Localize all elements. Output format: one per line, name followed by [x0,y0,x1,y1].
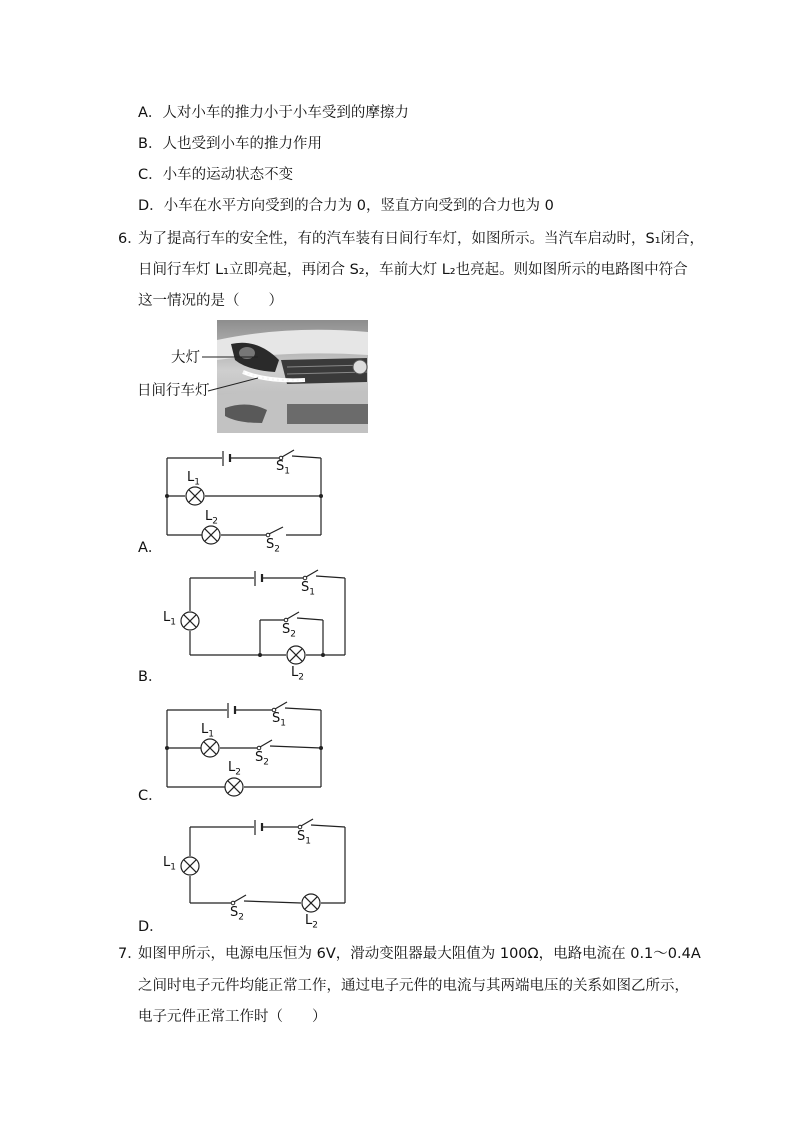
a-label-l2: $L_2$ [205,509,218,527]
d-label-s2: $S_2$ [230,905,244,923]
a-label-s2: $S_2$ [266,537,280,555]
q6-text-line1: 为了提高行车的安全性，有的汽车装有日间行车灯，如图所示。当汽车启动时，S₁闭合， [138,231,705,247]
q7-number: 7． [118,946,142,962]
b-label-l1: $L_1$ [163,610,176,628]
q6-text-line3: 这一情况的是（ ） [138,293,283,309]
c-label-l2: $L_2$ [228,760,241,778]
a-label-s1: $S_1$ [276,459,290,477]
q6-number: 6． [118,231,142,247]
q7-text-line2: 之间时电子元件均能正常工作，通过电子元件的电流与其两端电压的关系如图乙所示， [138,978,689,994]
q5-option-d: D．小车在水平方向受到的合力为 0，竖直方向受到的合力也为 0 [138,198,554,214]
label-headlight: 大灯 [171,350,200,366]
d-label-l2: $L_2$ [305,913,318,931]
q5-option-b: B．人也受到小车的推力作用 [138,136,322,152]
label-daytime-running-light: 日间行车灯 [137,383,210,399]
choice-b-label[interactable]: B． [138,669,163,685]
q5-option-c: C．小车的运动状态不变 [138,167,294,183]
c-label-s1: $S_1$ [272,711,286,729]
choice-a-label[interactable]: A． [138,540,163,556]
choice-c-label[interactable]: C． [138,788,163,804]
b-label-s1: $S_1$ [301,580,315,598]
c-label-s2: $S_2$ [255,750,269,768]
a-label-l1: $L_1$ [187,470,200,488]
choice-d-label[interactable]: D． [138,919,164,935]
c-label-l1: $L_1$ [201,722,214,740]
d-label-l1: $L_1$ [163,855,176,873]
b-label-l2: $L_2$ [291,665,304,683]
q7-text-line1: 如图甲所示，电源电压恒为 6V，滑动变阻器最大阻值为 100Ω，电路电流在 0.1～0.4A [138,946,701,962]
q7-text-line3: 电子元件正常工作时（ ） [138,1009,327,1025]
q5-option-a: A．人对小车的推力小于小车受到的摩擦力 [138,105,409,121]
q6-text-line2: 日间行车灯 L₁立即亮起，再闭合 S₂，车前大灯 L₂也亮起。则如图所示的电路图中符合 [138,262,688,278]
d-label-s1: $S_1$ [297,829,311,847]
b-label-s2: $S_2$ [282,622,296,640]
